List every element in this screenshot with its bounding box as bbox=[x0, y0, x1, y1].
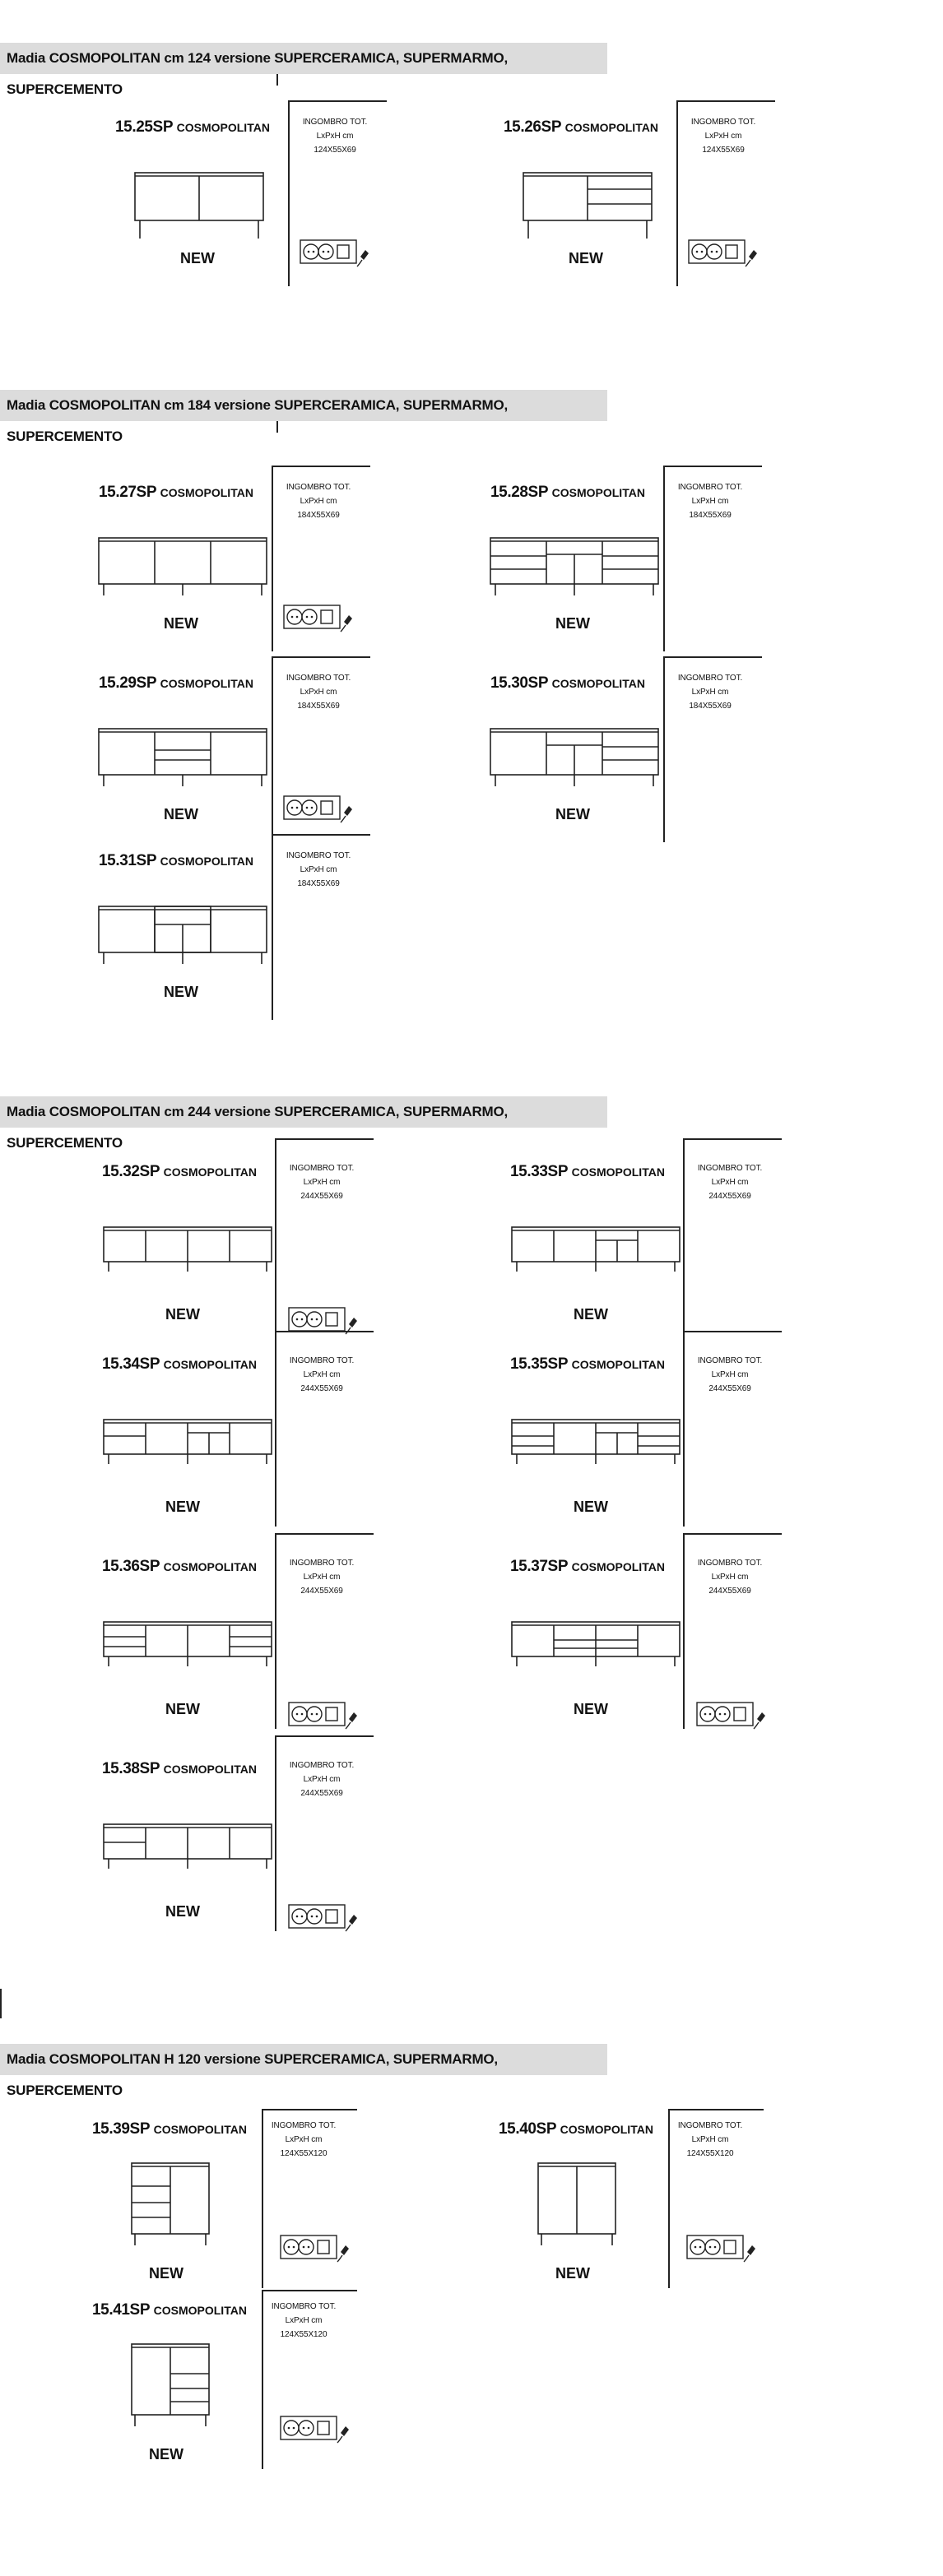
usb-port bbox=[321, 610, 332, 623]
product-code bbox=[92, 2301, 247, 2319]
product-code-number: 15.28SP bbox=[490, 484, 548, 501]
sideboard-drawing bbox=[502, 1619, 675, 1676]
dimensions-unit: LxPxH cm bbox=[711, 1370, 749, 1379]
plug-head bbox=[344, 806, 352, 816]
socket-outlet bbox=[707, 244, 722, 259]
dimensions-label: INGOMBRO TOT. bbox=[289, 1164, 355, 1173]
sideboard-drawing bbox=[130, 2160, 212, 2250]
product-code-number: 15.38SP bbox=[102, 1760, 160, 1777]
card-top-rule bbox=[668, 2109, 764, 2110]
socket-hole bbox=[288, 2427, 290, 2430]
socket-hole bbox=[308, 2427, 310, 2430]
product-code-number: 15.25SP bbox=[115, 118, 173, 136]
dimensions-info bbox=[276, 1354, 367, 1396]
socket-hole bbox=[323, 251, 325, 253]
card-top-rule bbox=[683, 1138, 782, 1140]
socket-hole bbox=[288, 2246, 290, 2249]
socket-hole bbox=[303, 2427, 305, 2430]
dimensions-unit: LxPxH cm bbox=[303, 1178, 341, 1187]
card-top-rule bbox=[272, 656, 370, 658]
socket-hole bbox=[724, 1713, 727, 1716]
dimensions-info bbox=[258, 2119, 349, 2161]
power-socket-icon bbox=[283, 604, 357, 633]
product-code-number: 15.33SP bbox=[510, 1163, 568, 1180]
dimensions-value: 184X55X69 bbox=[297, 702, 340, 711]
new-label: NEW bbox=[555, 806, 590, 822]
new-label: NEW bbox=[165, 1701, 200, 1717]
dimensions-label: INGOMBRO TOT. bbox=[690, 118, 756, 127]
power-socket-icon bbox=[288, 1701, 362, 1730]
product-code bbox=[510, 1163, 665, 1181]
socket-outlet bbox=[307, 1909, 322, 1924]
dimensions-info bbox=[665, 480, 755, 522]
sideboard-drawing bbox=[130, 2341, 212, 2431]
socket-outlet bbox=[692, 244, 707, 259]
socket-outlet bbox=[287, 609, 302, 624]
card-top-rule bbox=[676, 100, 775, 102]
socket-hole bbox=[296, 616, 299, 619]
plug-cable bbox=[754, 1722, 759, 1729]
product-code-number: 15.36SP bbox=[102, 1558, 160, 1575]
socket-hole bbox=[711, 251, 713, 253]
card-top-rule bbox=[663, 656, 762, 658]
dimensions-unit: LxPxH cm bbox=[691, 2135, 729, 2144]
dimensions-unit: LxPxH cm bbox=[303, 1370, 341, 1379]
plug-cable bbox=[346, 1925, 351, 1931]
dimensions-unit: LxPxH cm bbox=[711, 1573, 749, 1582]
socket-outlet bbox=[284, 2421, 299, 2435]
tick-mark bbox=[276, 74, 278, 86]
dimensions-label: INGOMBRO TOT. bbox=[289, 1559, 355, 1568]
socket-outlet bbox=[292, 1707, 307, 1721]
dimensions-label: INGOMBRO TOT. bbox=[286, 851, 351, 860]
plug-head bbox=[749, 250, 757, 260]
dimensions-unit: LxPxH cm bbox=[691, 688, 729, 697]
power-socket-icon bbox=[688, 239, 762, 268]
dimensions-unit: LxPxH cm bbox=[303, 1775, 341, 1784]
section-header-124: Madia COSMOPOLITAN cm 124 versione SUPERCERAMICA, SUPERMARMO, SUPERCEMENTO bbox=[0, 43, 607, 74]
socket-hole bbox=[704, 1713, 707, 1716]
card-top-rule bbox=[683, 1331, 782, 1332]
socket-hole bbox=[296, 1318, 299, 1321]
dimensions-value: 244X55X69 bbox=[300, 1587, 343, 1596]
socket-hole bbox=[709, 2246, 712, 2249]
socket-hole bbox=[316, 1713, 318, 1716]
power-socket-icon bbox=[280, 2234, 354, 2263]
dimensions-info bbox=[276, 1556, 367, 1598]
dimensions-label: INGOMBRO TOT. bbox=[289, 1356, 355, 1365]
product-code-number: 15.34SP bbox=[102, 1355, 160, 1373]
new-label: NEW bbox=[164, 806, 198, 822]
new-label: NEW bbox=[149, 2265, 183, 2282]
power-socket-icon bbox=[280, 2415, 354, 2444]
product-code bbox=[99, 852, 253, 870]
product-model-name: COSMOPOLITAN bbox=[560, 2123, 653, 2136]
socket-hole bbox=[296, 1916, 299, 1918]
sideboard-drawing bbox=[91, 903, 263, 969]
dimensions-value: 184X55X69 bbox=[689, 702, 732, 711]
power-socket-icon bbox=[283, 795, 357, 824]
card-top-rule bbox=[275, 1533, 374, 1535]
plug-head bbox=[341, 2426, 349, 2436]
product-code bbox=[115, 118, 270, 137]
socket-outlet bbox=[307, 1707, 322, 1721]
product-code bbox=[490, 674, 645, 693]
dimensions-info bbox=[685, 1556, 775, 1598]
plug-cable bbox=[357, 260, 362, 266]
socket-hole bbox=[291, 616, 294, 619]
plug-head bbox=[344, 615, 352, 625]
dimensions-label: INGOMBRO TOT. bbox=[697, 1356, 763, 1365]
socket-hole bbox=[303, 2246, 305, 2249]
dimensions-value: 184X55X69 bbox=[297, 879, 340, 888]
card-top-rule bbox=[288, 100, 387, 102]
product-code bbox=[490, 484, 645, 502]
dimensions-unit: LxPxH cm bbox=[285, 2316, 323, 2325]
product-code bbox=[504, 118, 658, 137]
card-top-rule bbox=[663, 466, 762, 467]
sideboard-drawing bbox=[91, 535, 263, 600]
socket-hole bbox=[311, 616, 314, 619]
dimensions-value: 184X55X69 bbox=[689, 511, 732, 520]
tick-mark bbox=[276, 421, 278, 433]
product-code-number: 15.27SP bbox=[99, 484, 156, 501]
socket-hole bbox=[308, 2246, 310, 2249]
product-code bbox=[99, 674, 253, 693]
usb-port bbox=[337, 245, 349, 258]
product-code-number: 15.29SP bbox=[99, 674, 156, 692]
plug-cable bbox=[746, 260, 750, 266]
dimensions-value: 124X55X120 bbox=[686, 2149, 734, 2158]
card-top-rule bbox=[275, 1735, 374, 1737]
product-code-number: 15.41SP bbox=[92, 2301, 150, 2319]
plug-head bbox=[349, 1712, 357, 1722]
product-code-number: 15.32SP bbox=[102, 1163, 160, 1180]
product-code bbox=[510, 1558, 665, 1576]
dimensions-info bbox=[290, 115, 380, 157]
socket-hole bbox=[311, 807, 314, 809]
socket-hole bbox=[313, 251, 315, 253]
plug-cable bbox=[341, 625, 346, 632]
socket-outlet bbox=[690, 2240, 705, 2254]
sideboard-drawing bbox=[495, 169, 627, 248]
dimensions-label: INGOMBRO TOT. bbox=[289, 1761, 355, 1770]
socket-hole bbox=[311, 1916, 314, 1918]
dimensions-unit: LxPxH cm bbox=[711, 1178, 749, 1187]
cabinet-body bbox=[99, 729, 267, 775]
card-top-rule bbox=[262, 2290, 357, 2291]
dimensions-unit: LxPxH cm bbox=[303, 1573, 341, 1582]
socket-outlet bbox=[302, 609, 317, 624]
socket-hole bbox=[719, 1713, 722, 1716]
sideboard-drawing bbox=[537, 2160, 619, 2250]
product-code bbox=[102, 1558, 257, 1576]
dimensions-value: 244X55X69 bbox=[300, 1192, 343, 1201]
socket-outlet bbox=[302, 800, 317, 815]
new-label: NEW bbox=[574, 1306, 608, 1323]
socket-hole bbox=[699, 2246, 702, 2249]
socket-outlet bbox=[715, 1707, 730, 1721]
usb-port bbox=[726, 245, 737, 258]
product-code bbox=[92, 2120, 247, 2138]
usb-port bbox=[318, 2240, 329, 2254]
dimensions-info bbox=[273, 480, 364, 522]
dimensions-value: 244X55X69 bbox=[300, 1384, 343, 1393]
socket-hole bbox=[696, 251, 699, 253]
plug-head bbox=[757, 1712, 765, 1722]
usb-port bbox=[734, 1707, 746, 1721]
product-code bbox=[510, 1355, 665, 1374]
plug-head bbox=[349, 1915, 357, 1925]
product-model-name: COSMOPOLITAN bbox=[160, 855, 253, 868]
product-model-name: COSMOPOLITAN bbox=[163, 1560, 257, 1573]
new-label: NEW bbox=[165, 1903, 200, 1920]
usb-port bbox=[321, 801, 332, 814]
dimensions-value: 124X55X69 bbox=[702, 146, 745, 155]
product-model-name: COSMOPOLITAN bbox=[571, 1358, 665, 1371]
product-model-name: COSMOPOLITAN bbox=[564, 121, 658, 134]
dimensions-label: INGOMBRO TOT. bbox=[302, 118, 368, 127]
product-model-name: COSMOPOLITAN bbox=[163, 1165, 257, 1179]
sideboard-drawing bbox=[107, 169, 239, 248]
plug-head bbox=[360, 250, 369, 260]
plug-cable bbox=[744, 2255, 749, 2262]
card-top-rule bbox=[683, 1533, 782, 1535]
plug-head bbox=[349, 1318, 357, 1327]
sideboard-drawing bbox=[94, 1821, 267, 1879]
product-code-number: 15.37SP bbox=[510, 1558, 568, 1575]
socket-hole bbox=[291, 807, 294, 809]
sideboard-drawing bbox=[94, 1619, 267, 1676]
socket-hole bbox=[301, 1916, 304, 1918]
dimensions-value: 244X55X69 bbox=[300, 1789, 343, 1798]
dimensions-info bbox=[665, 2119, 755, 2161]
product-code-number: 15.30SP bbox=[490, 674, 548, 692]
socket-hole bbox=[714, 2246, 717, 2249]
new-label: NEW bbox=[164, 615, 198, 632]
socket-hole bbox=[301, 1713, 304, 1716]
socket-hole bbox=[327, 251, 330, 253]
dimensions-unit: LxPxH cm bbox=[300, 497, 337, 506]
new-label: NEW bbox=[574, 1701, 608, 1717]
usb-port bbox=[724, 2240, 736, 2254]
dimensions-unit: LxPxH cm bbox=[300, 688, 337, 697]
socket-outlet bbox=[318, 244, 333, 259]
dimensions-label: INGOMBRO TOT. bbox=[697, 1164, 763, 1173]
product-code bbox=[99, 484, 253, 502]
socket-outlet bbox=[304, 244, 318, 259]
sideboard-drawing bbox=[94, 1224, 267, 1281]
sideboard-drawing bbox=[482, 725, 655, 791]
socket-hole bbox=[709, 1713, 712, 1716]
dimensions-value: 244X55X69 bbox=[708, 1384, 751, 1393]
socket-hole bbox=[293, 2246, 295, 2249]
dimensions-unit: LxPxH cm bbox=[285, 2135, 323, 2144]
tick-mark bbox=[0, 1989, 2, 2018]
product-model-name: COSMOPOLITAN bbox=[160, 486, 253, 499]
new-label: NEW bbox=[555, 615, 590, 632]
new-label: NEW bbox=[180, 250, 215, 266]
product-code-number: 15.26SP bbox=[504, 118, 561, 136]
plug-head bbox=[747, 2245, 755, 2255]
new-label: NEW bbox=[569, 250, 603, 266]
product-code bbox=[499, 2120, 653, 2138]
socket-hole bbox=[316, 1916, 318, 1918]
new-label: NEW bbox=[165, 1499, 200, 1515]
socket-hole bbox=[301, 1318, 304, 1321]
plug-cable bbox=[337, 2436, 342, 2443]
plug-cable bbox=[341, 816, 346, 822]
dimensions-unit: LxPxH cm bbox=[691, 497, 729, 506]
dimensions-label: INGOMBRO TOT. bbox=[286, 674, 351, 683]
dimensions-info bbox=[685, 1354, 775, 1396]
product-model-name: COSMOPOLITAN bbox=[551, 486, 645, 499]
power-socket-icon bbox=[300, 239, 374, 268]
usb-port bbox=[326, 1313, 337, 1326]
product-code-number: 15.31SP bbox=[99, 852, 156, 869]
card-top-rule bbox=[275, 1138, 374, 1140]
dimensions-value: 124X55X69 bbox=[314, 146, 356, 155]
dimensions-info bbox=[276, 1758, 367, 1800]
card-top-rule bbox=[262, 2109, 357, 2110]
sideboard-drawing bbox=[91, 725, 263, 791]
socket-hole bbox=[701, 251, 704, 253]
product-model-name: COSMOPOLITAN bbox=[571, 1560, 665, 1573]
socket-hole bbox=[296, 1713, 299, 1716]
product-model-name: COSMOPOLITAN bbox=[163, 1763, 257, 1776]
socket-outlet bbox=[292, 1312, 307, 1327]
socket-hole bbox=[311, 1713, 314, 1716]
product-model-name: COSMOPOLITAN bbox=[153, 2304, 247, 2317]
sideboard-drawing bbox=[94, 1416, 267, 1474]
product-model-name: COSMOPOLITAN bbox=[571, 1165, 665, 1179]
socket-outlet bbox=[287, 800, 302, 815]
socket-hole bbox=[296, 807, 299, 809]
new-label: NEW bbox=[165, 1306, 200, 1323]
dimensions-value: 124X55X120 bbox=[280, 2330, 327, 2339]
dimensions-label: INGOMBRO TOT. bbox=[286, 483, 351, 492]
sideboard-drawing bbox=[502, 1416, 675, 1474]
dimensions-label: INGOMBRO TOT. bbox=[697, 1559, 763, 1568]
section-header-184: Madia COSMOPOLITAN cm 184 versione SUPERCERAMICA, SUPERMARMO, SUPERCEMENTO bbox=[0, 390, 607, 421]
plug-cable bbox=[346, 1722, 351, 1729]
socket-outlet bbox=[307, 1312, 322, 1327]
dimensions-value: 184X55X69 bbox=[297, 511, 340, 520]
dimensions-unit: LxPxH cm bbox=[316, 132, 354, 141]
new-label: NEW bbox=[164, 984, 198, 1000]
socket-hole bbox=[694, 2246, 697, 2249]
power-socket-icon bbox=[696, 1701, 770, 1730]
socket-hole bbox=[316, 1318, 318, 1321]
socket-hole bbox=[716, 251, 718, 253]
product-code bbox=[102, 1355, 257, 1374]
product-model-name: COSMOPOLITAN bbox=[160, 677, 253, 690]
socket-outlet bbox=[284, 2240, 299, 2254]
card-top-rule bbox=[272, 834, 370, 836]
plug-head bbox=[341, 2245, 349, 2255]
product-code-number: 15.35SP bbox=[510, 1355, 568, 1373]
socket-outlet bbox=[299, 2421, 314, 2435]
socket-outlet bbox=[700, 1707, 715, 1721]
product-code bbox=[102, 1760, 257, 1778]
socket-hole bbox=[306, 807, 309, 809]
dimensions-label: INGOMBRO TOT. bbox=[271, 2302, 337, 2311]
dimensions-value: 244X55X69 bbox=[708, 1587, 751, 1596]
dimensions-info bbox=[678, 115, 769, 157]
dimensions-label: INGOMBRO TOT. bbox=[271, 2121, 337, 2130]
dimensions-unit: LxPxH cm bbox=[300, 865, 337, 874]
socket-outlet bbox=[292, 1909, 307, 1924]
dimensions-info bbox=[273, 849, 364, 891]
product-code-number: 15.40SP bbox=[499, 2120, 556, 2138]
section-header-h120: Madia COSMOPOLITAN H 120 versione SUPERCERAMICA, SUPERMARMO, SUPERCEMENTO bbox=[0, 2044, 607, 2075]
section-header-244: Madia COSMOPOLITAN cm 244 versione SUPERCERAMICA, SUPERMARMO, SUPERCEMENTO bbox=[0, 1096, 607, 1128]
card-top-rule bbox=[275, 1331, 374, 1332]
dimensions-label: INGOMBRO TOT. bbox=[677, 483, 743, 492]
dimensions-info bbox=[685, 1161, 775, 1203]
socket-outlet bbox=[299, 2240, 314, 2254]
dimensions-value: 244X55X69 bbox=[708, 1192, 751, 1201]
dimensions-value: 124X55X120 bbox=[280, 2149, 327, 2158]
new-label: NEW bbox=[574, 1499, 608, 1515]
socket-hole bbox=[311, 1318, 314, 1321]
socket-outlet bbox=[705, 2240, 720, 2254]
card-top-rule bbox=[272, 466, 370, 467]
dimensions-info bbox=[258, 2300, 349, 2342]
product-model-name: COSMOPOLITAN bbox=[176, 121, 270, 134]
power-socket-icon bbox=[686, 2234, 760, 2263]
product-code-number: 15.39SP bbox=[92, 2120, 150, 2138]
usb-port bbox=[326, 1707, 337, 1721]
dimensions-info bbox=[665, 671, 755, 713]
sideboard-drawing bbox=[502, 1224, 675, 1281]
socket-hole bbox=[293, 2427, 295, 2430]
dimensions-label: INGOMBRO TOT. bbox=[677, 674, 743, 683]
dimensions-unit: LxPxH cm bbox=[704, 132, 742, 141]
socket-hole bbox=[306, 616, 309, 619]
product-model-name: COSMOPOLITAN bbox=[153, 2123, 247, 2136]
new-label: NEW bbox=[555, 2265, 590, 2282]
usb-port bbox=[326, 1910, 337, 1923]
plug-cable bbox=[337, 2255, 342, 2262]
dimensions-info bbox=[273, 671, 364, 713]
sideboard-drawing bbox=[482, 535, 655, 600]
power-socket-icon bbox=[288, 1903, 362, 1933]
cabinet-body bbox=[99, 538, 267, 584]
product-model-name: COSMOPOLITAN bbox=[163, 1358, 257, 1371]
usb-port bbox=[318, 2421, 329, 2435]
dimensions-info bbox=[276, 1161, 367, 1203]
product-code bbox=[102, 1163, 257, 1181]
socket-hole bbox=[308, 251, 310, 253]
product-model-name: COSMOPOLITAN bbox=[551, 677, 645, 690]
new-label: NEW bbox=[149, 2446, 183, 2462]
dimensions-label: INGOMBRO TOT. bbox=[677, 2121, 743, 2130]
